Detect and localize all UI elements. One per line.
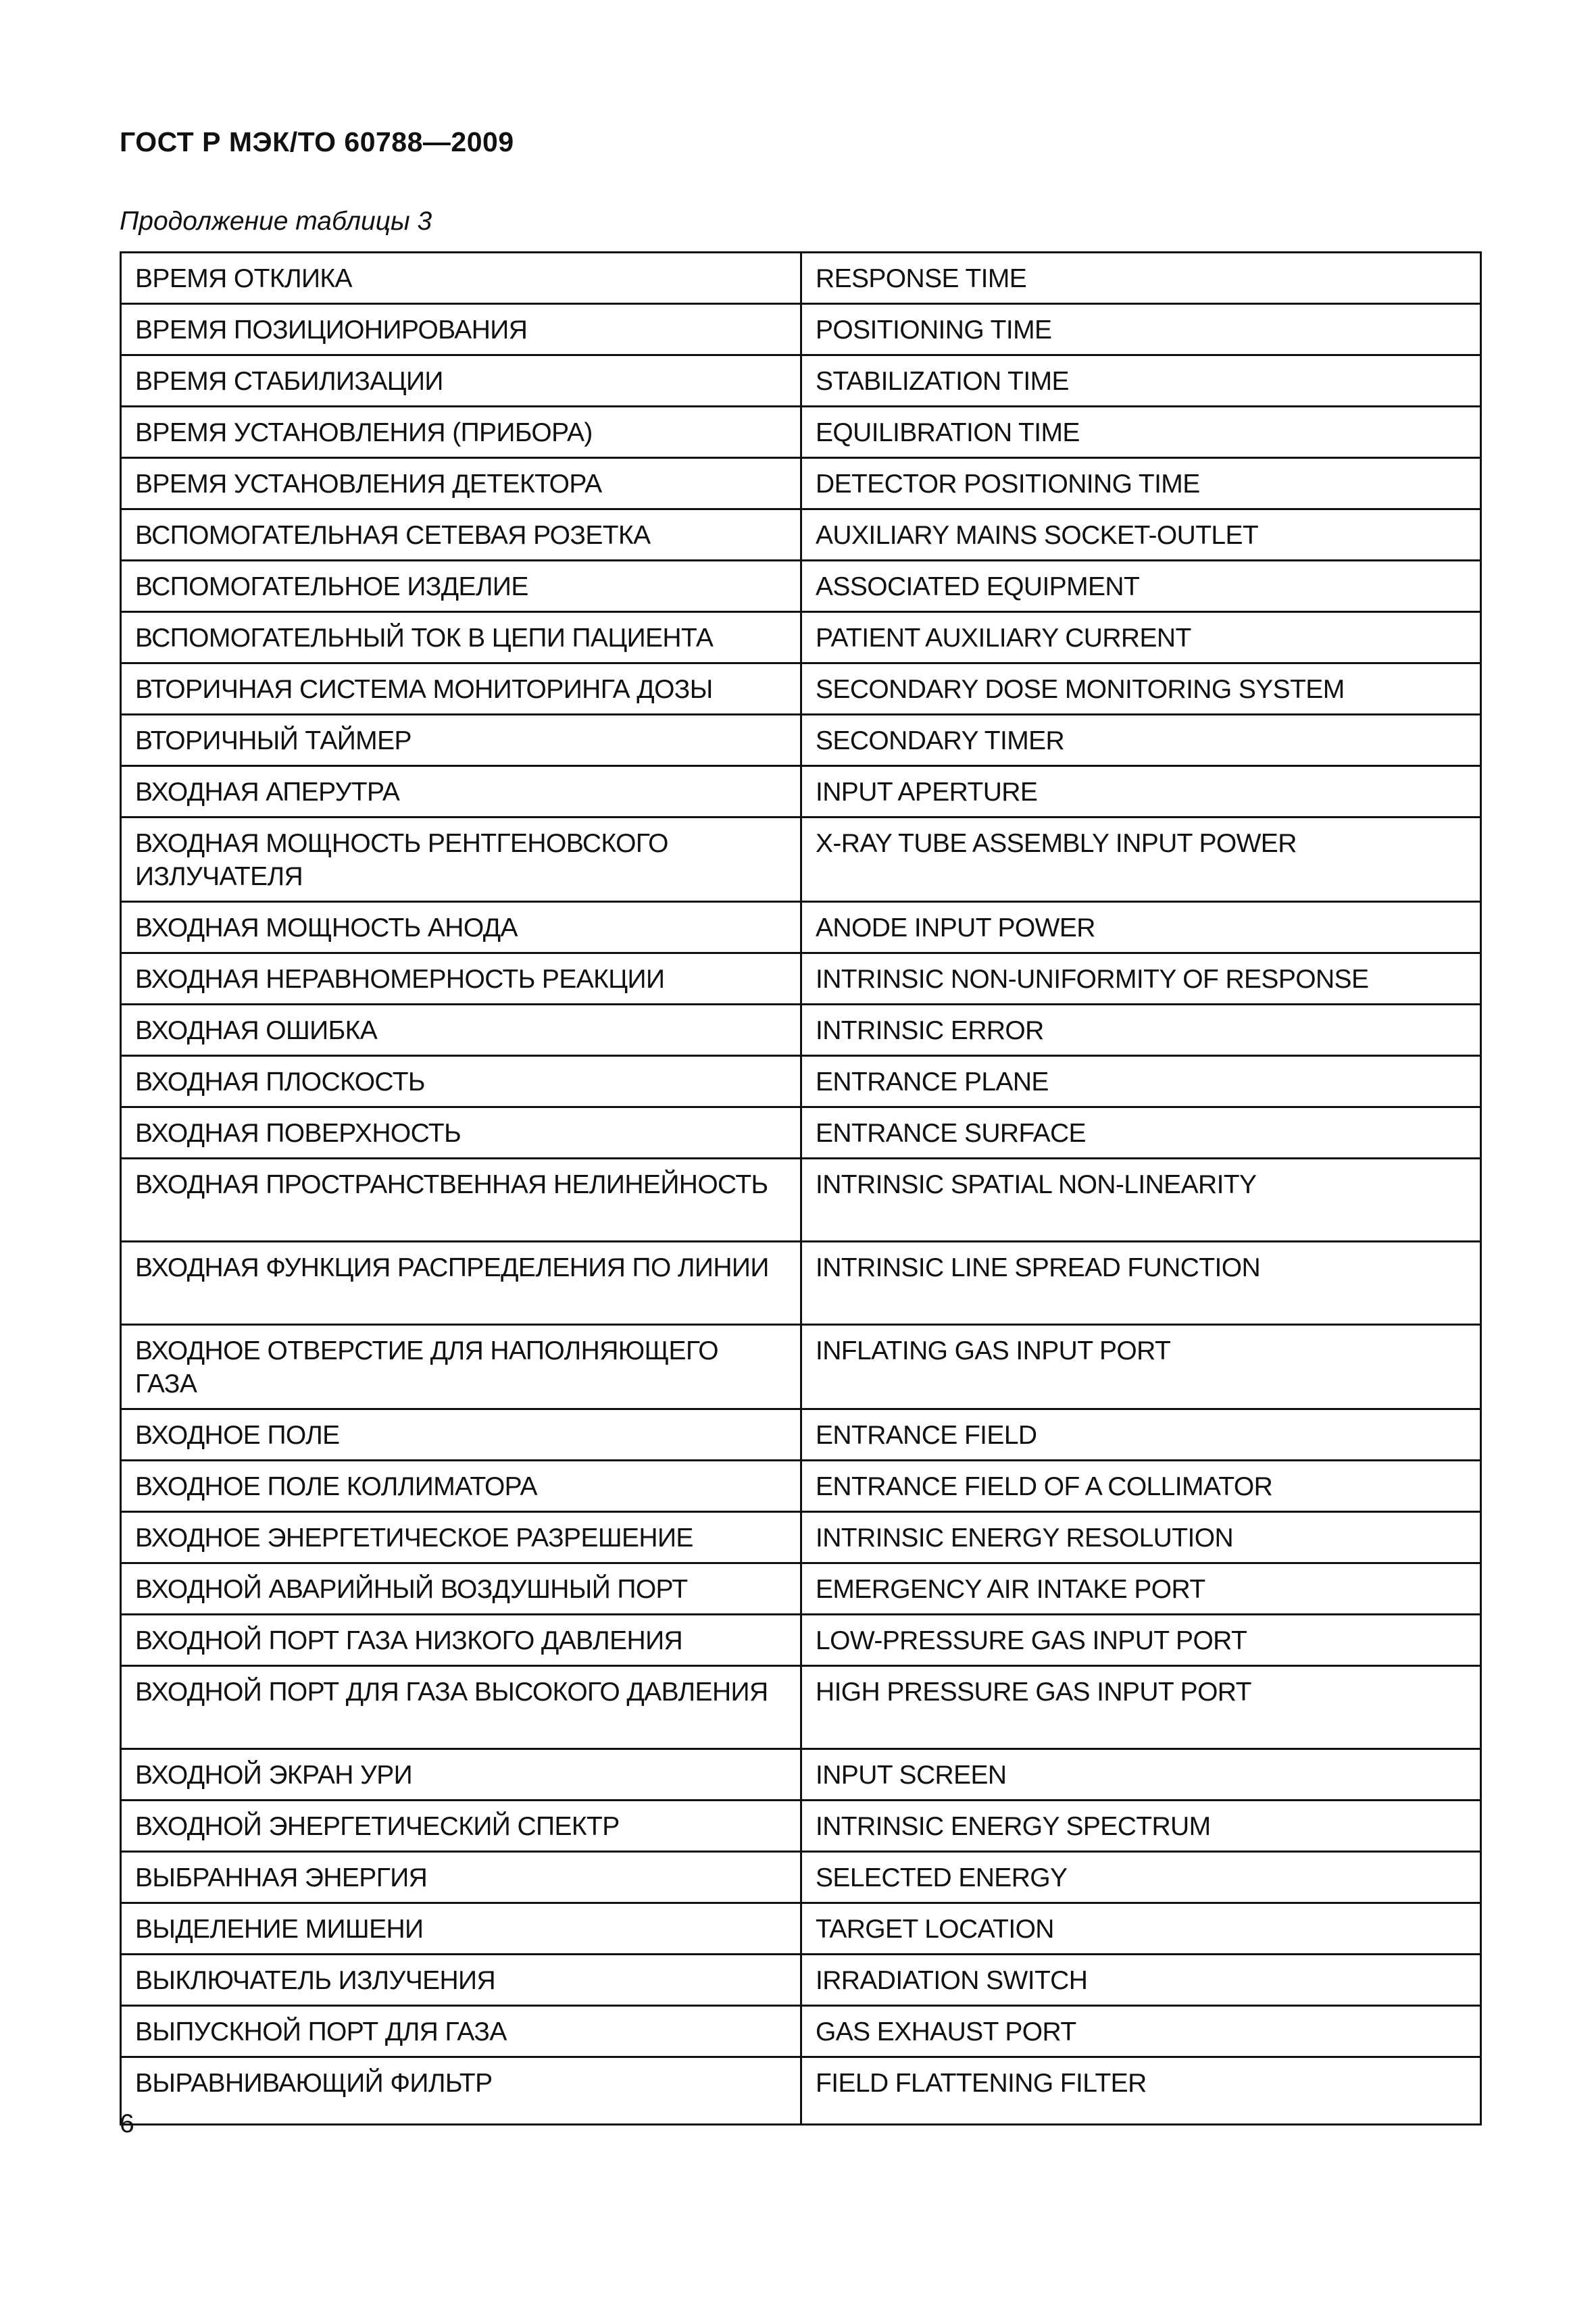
table-row xyxy=(121,1242,1481,1325)
table-caption: Продолжение таблицы 3 xyxy=(120,207,432,236)
term-ru: ВЫРАВНИВАЮЩИЙ ФИЛЬТР xyxy=(121,2057,801,2125)
term-en: ENTRANCE PLANE xyxy=(801,1056,1481,1107)
term-en: TARGET LOCATION xyxy=(801,1903,1481,1955)
term-ru: ВХОДНАЯ ПОВЕРХНОСТЬ xyxy=(121,1107,801,1159)
term-en: EMERGENCY AIR INTAKE PORT xyxy=(801,1563,1481,1615)
term-en: INPUT APERTURE xyxy=(801,766,1481,818)
table-row xyxy=(121,1056,1481,1107)
term-ru: ВХОДНОЙ ПОРТ ГАЗА НИЗКОГО ДАВЛЕНИЯ xyxy=(121,1615,801,1666)
term-ru: ВТОРИЧНАЯ СИСТЕМА МОНИТОРИНГА ДОЗЫ xyxy=(121,663,801,715)
term-en: ASSOCIATED EQUIPMENT xyxy=(801,561,1481,612)
term-ru: ВРЕМЯ УСТАНОВЛЕНИЯ ДЕТЕКТОРА xyxy=(121,458,801,509)
table-row xyxy=(121,355,1481,407)
term-ru: ВЫБРАННАЯ ЭНЕРГИЯ xyxy=(121,1852,801,1903)
table-row xyxy=(121,1461,1481,1512)
table-row xyxy=(121,1005,1481,1056)
table-row xyxy=(121,561,1481,612)
term-ru: ВХОДНОЕ ПОЛЕ КОЛЛИМАТОРА xyxy=(121,1461,801,1512)
term-ru: ВРЕМЯ УСТАНОВЛЕНИЯ (ПРИБОРА) xyxy=(121,407,801,458)
term-ru: ВХОДНОЙ ПОРТ ДЛЯ ГАЗА ВЫСОКОГО ДАВЛЕНИЯ xyxy=(121,1666,801,1749)
term-en: X-RAY TUBE ASSEMBLY INPUT POWER xyxy=(801,818,1481,902)
term-en: INFLATING GAS INPUT PORT xyxy=(801,1325,1481,1409)
term-en: LOW-PRESSURE GAS INPUT PORT xyxy=(801,1615,1481,1666)
term-ru: ВХОДНОЕ ПОЛЕ xyxy=(121,1409,801,1461)
term-ru: ВХОДНАЯ МОЩНОСТЬ РЕНТГЕНОВСКОГО ИЗЛУЧАТЕЛЯ xyxy=(121,818,801,902)
term-en: AUXILIARY MAINS SOCKET-OUTLET xyxy=(801,509,1481,561)
table-row xyxy=(121,1409,1481,1461)
term-en: HIGH PRESSURE GAS INPUT PORT xyxy=(801,1666,1481,1749)
term-ru: ВРЕМЯ СТАБИЛИЗАЦИИ xyxy=(121,355,801,407)
term-en: EQUILIBRATION TIME xyxy=(801,407,1481,458)
term-en: SECONDARY TIMER xyxy=(801,715,1481,766)
term-ru: ВХОДНОЙ АВАРИЙНЫЙ ВОЗДУШНЫЙ ПОРТ xyxy=(121,1563,801,1615)
table-row xyxy=(121,1107,1481,1159)
term-ru: ВХОДНОЙ ЭНЕРГЕТИЧЕСКИЙ СПЕКТР xyxy=(121,1801,801,1852)
term-ru: ВРЕМЯ ПОЗИЦИОНИРОВАНИЯ xyxy=(121,304,801,355)
term-ru: ВХОДНАЯ ОШИБКА xyxy=(121,1005,801,1056)
table-row xyxy=(121,509,1481,561)
term-ru: ВЫКЛЮЧАТЕЛЬ ИЗЛУЧЕНИЯ xyxy=(121,1955,801,2006)
term-en: STABILIZATION TIME xyxy=(801,355,1481,407)
term-en: INTRINSIC LINE SPREAD FUNCTION xyxy=(801,1242,1481,1325)
term-ru: ВХОДНАЯ НЕРАВНОМЕРНОСТЬ РЕАКЦИИ xyxy=(121,953,801,1005)
table-row xyxy=(121,1955,1481,2006)
term-ru: ВХОДНАЯ ПЛОСКОСТЬ xyxy=(121,1056,801,1107)
term-ru: ВЫДЕЛЕНИЕ МИШЕНИ xyxy=(121,1903,801,1955)
term-en: PATIENT AUXILIARY CURRENT xyxy=(801,612,1481,663)
table-row xyxy=(121,1749,1481,1801)
table-row xyxy=(121,1563,1481,1615)
table-row xyxy=(121,2006,1481,2057)
term-ru: ВХОДНАЯ ПРОСТРАНСТВЕННАЯ НЕЛИНЕЙНОСТЬ xyxy=(121,1159,801,1242)
term-en: FIELD FLATTENING FILTER xyxy=(801,2057,1481,2125)
table-row xyxy=(121,458,1481,509)
table-row xyxy=(121,1852,1481,1903)
term-en: INTRINSIC SPATIAL NON-LINEARITY xyxy=(801,1159,1481,1242)
table-row xyxy=(121,766,1481,818)
table-row xyxy=(121,612,1481,663)
term-ru: ВСПОМОГАТЕЛЬНЫЙ ТОК В ЦЕПИ ПАЦИЕНТА xyxy=(121,612,801,663)
term-en: ENTRANCE FIELD xyxy=(801,1409,1481,1461)
term-ru: ВХОДНОЕ ОТВЕРСТИЕ ДЛЯ НАПОЛНЯЮЩЕГО ГАЗА xyxy=(121,1325,801,1409)
table-row xyxy=(121,1512,1481,1563)
terms-table-body xyxy=(121,253,1481,2125)
term-ru: ВТОРИЧНЫЙ ТАЙМЕР xyxy=(121,715,801,766)
term-en: DETECTOR POSITIONING TIME xyxy=(801,458,1481,509)
term-en: ENTRANCE FIELD OF A COLLIMATOR xyxy=(801,1461,1481,1512)
table-row xyxy=(121,1615,1481,1666)
term-en: RESPONSE TIME xyxy=(801,253,1481,304)
term-ru: ВСПОМОГАТЕЛЬНАЯ СЕТЕВАЯ РОЗЕТКА xyxy=(121,509,801,561)
table-row xyxy=(121,1159,1481,1242)
table-row xyxy=(121,818,1481,902)
term-en: IRRADIATION SWITCH xyxy=(801,1955,1481,2006)
term-en: ENTRANCE SURFACE xyxy=(801,1107,1481,1159)
table-row xyxy=(121,1903,1481,1955)
page-number: 6 xyxy=(120,2109,134,2138)
table-row xyxy=(121,1801,1481,1852)
term-en: INTRINSIC NON-UNIFORMITY OF RESPONSE xyxy=(801,953,1481,1005)
term-ru: ВЫПУСКНОЙ ПОРТ ДЛЯ ГАЗА xyxy=(121,2006,801,2057)
term-ru: ВСПОМОГАТЕЛЬНОЕ ИЗДЕЛИЕ xyxy=(121,561,801,612)
term-ru: ВХОДНАЯ АПЕРУТРА xyxy=(121,766,801,818)
term-ru: ВХОДНОЕ ЭНЕРГЕТИЧЕСКОЕ РАЗРЕШЕНИЕ xyxy=(121,1512,801,1563)
table-row xyxy=(121,253,1481,304)
term-ru: ВХОДНАЯ ФУНКЦИЯ РАСПРЕДЕЛЕНИЯ ПО ЛИНИИ xyxy=(121,1242,801,1325)
table-row xyxy=(121,304,1481,355)
document-standard-title: ГОСТ Р МЭК/ТО 60788—2009 xyxy=(120,126,514,157)
table-row xyxy=(121,953,1481,1005)
table-row xyxy=(121,1325,1481,1409)
term-ru: ВРЕМЯ ОТКЛИКА xyxy=(121,253,801,304)
table-row xyxy=(121,902,1481,953)
term-en: POSITIONING TIME xyxy=(801,304,1481,355)
term-en: ANODE INPUT POWER xyxy=(801,902,1481,953)
term-en: SELECTED ENERGY xyxy=(801,1852,1481,1903)
table-row xyxy=(121,715,1481,766)
term-ru: ВХОДНАЯ МОЩНОСТЬ АНОДА xyxy=(121,902,801,953)
term-en: INTRINSIC ERROR xyxy=(801,1005,1481,1056)
terms-table xyxy=(120,251,1482,2126)
table-row xyxy=(121,2057,1481,2125)
term-en: SECONDARY DOSE MONITORING SYSTEM xyxy=(801,663,1481,715)
term-ru: ВХОДНОЙ ЭКРАН УРИ xyxy=(121,1749,801,1801)
table-row xyxy=(121,1666,1481,1749)
term-en: INPUT SCREEN xyxy=(801,1749,1481,1801)
term-en: GAS EXHAUST PORT xyxy=(801,2006,1481,2057)
table-row xyxy=(121,407,1481,458)
term-en: INTRINSIC ENERGY SPECTRUM xyxy=(801,1801,1481,1852)
table-row xyxy=(121,663,1481,715)
term-en: INTRINSIC ENERGY RESOLUTION xyxy=(801,1512,1481,1563)
